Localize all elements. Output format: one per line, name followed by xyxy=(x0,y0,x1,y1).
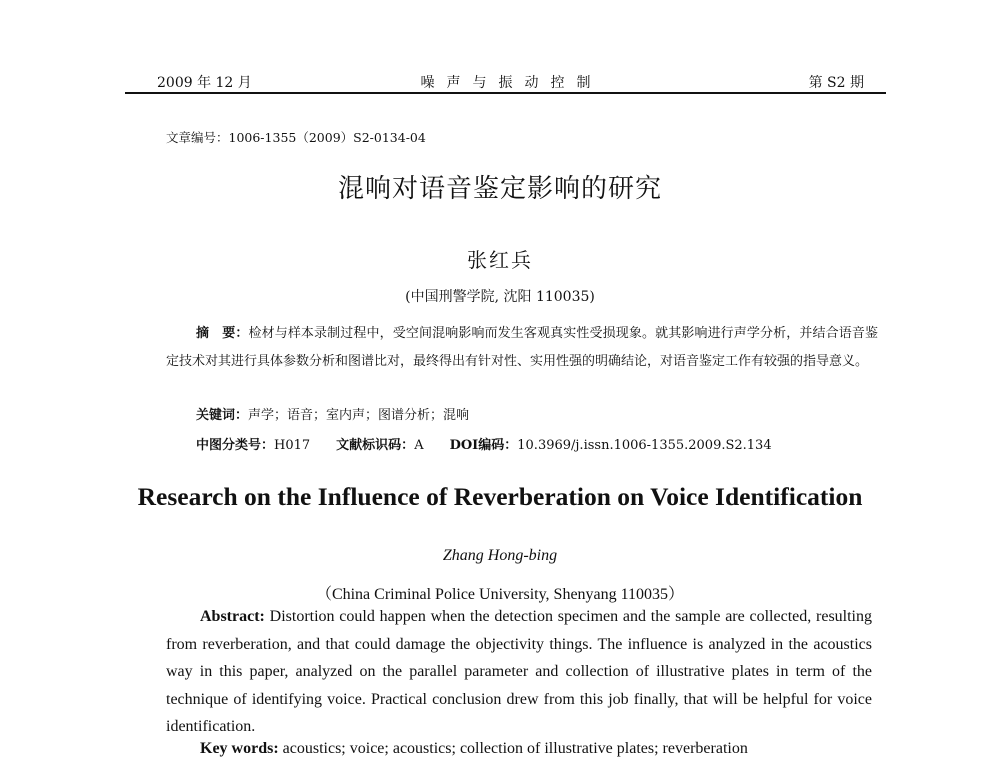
chinese-keywords-label: 关键词： xyxy=(196,408,249,423)
chinese-abstract xyxy=(166,320,878,376)
english-abstract-text: Distortion could happen when the detection specimen and the sample are collected, resulting from reverberation, and that could damage the objectivity things. The influence is analyzed in the acoustics way in this paper, analyzed on the parallel parameter and collection of illustrative plates in term of the technique of identifying voice. Practical conclusion drew from this job finally, that will be helpful for voice identification. xyxy=(166,608,872,735)
article-number: 文章编号：1006-1355（2009）S2-0134-04 xyxy=(166,130,426,145)
running-header xyxy=(125,70,886,94)
clc-value: H017 xyxy=(274,438,311,453)
chinese-keywords xyxy=(196,404,469,423)
header-date: 2009 年 12 月 xyxy=(157,75,252,91)
doi-value: 10.3969/j.issn.1006-1355.2009.S2.134 xyxy=(517,438,772,453)
english-abstract-label: Abstract: xyxy=(200,608,265,625)
clc-label: 中图分类号： xyxy=(196,438,275,453)
chinese-abstract-label: 摘 要： xyxy=(196,326,249,341)
doc-code-value: A xyxy=(414,438,424,453)
english-affiliation: （China Criminal Police University, Shenyang 110035） xyxy=(315,586,685,603)
chinese-keywords-text: 声学；语音；室内声；图谱分析；混响 xyxy=(248,408,470,423)
header-journal-name: 噪声与振动控制 xyxy=(420,75,603,91)
chinese-abstract-text: 检材与样本录制过程中，受空间混响影响而发生客观真实性受损现象。就其影响进行声学分析，并结合语音鉴定技术对其进行具体参数分析和图谱比对，最终得出有针对性、实用性强的明确结论，对语音鉴定工作有较强的指导意义。 xyxy=(166,326,878,369)
chinese-affiliation: (中国刑警学院, 沈阳 110035) xyxy=(405,289,595,305)
english-author: Zhang Hong-bing xyxy=(442,547,558,564)
chinese-author: 张红兵 xyxy=(467,248,533,272)
classification-line xyxy=(196,434,772,453)
english-title: Research on the Influence of Reverberation on Voice Identification xyxy=(137,482,863,511)
chinese-title: 混响对语音鉴定影响的研究 xyxy=(337,174,662,204)
doi-label: DOI编码： xyxy=(449,438,518,453)
english-keywords-text: acoustics; voice; acoustics; collection of illustrative plates; reverberation xyxy=(278,740,748,757)
english-keywords xyxy=(200,740,748,758)
header-issue: 第 S2 期 xyxy=(808,75,864,91)
english-abstract xyxy=(166,603,872,741)
english-keywords-label: Key words: xyxy=(200,740,279,757)
doc-code-label: 文献标识码： xyxy=(336,438,415,453)
